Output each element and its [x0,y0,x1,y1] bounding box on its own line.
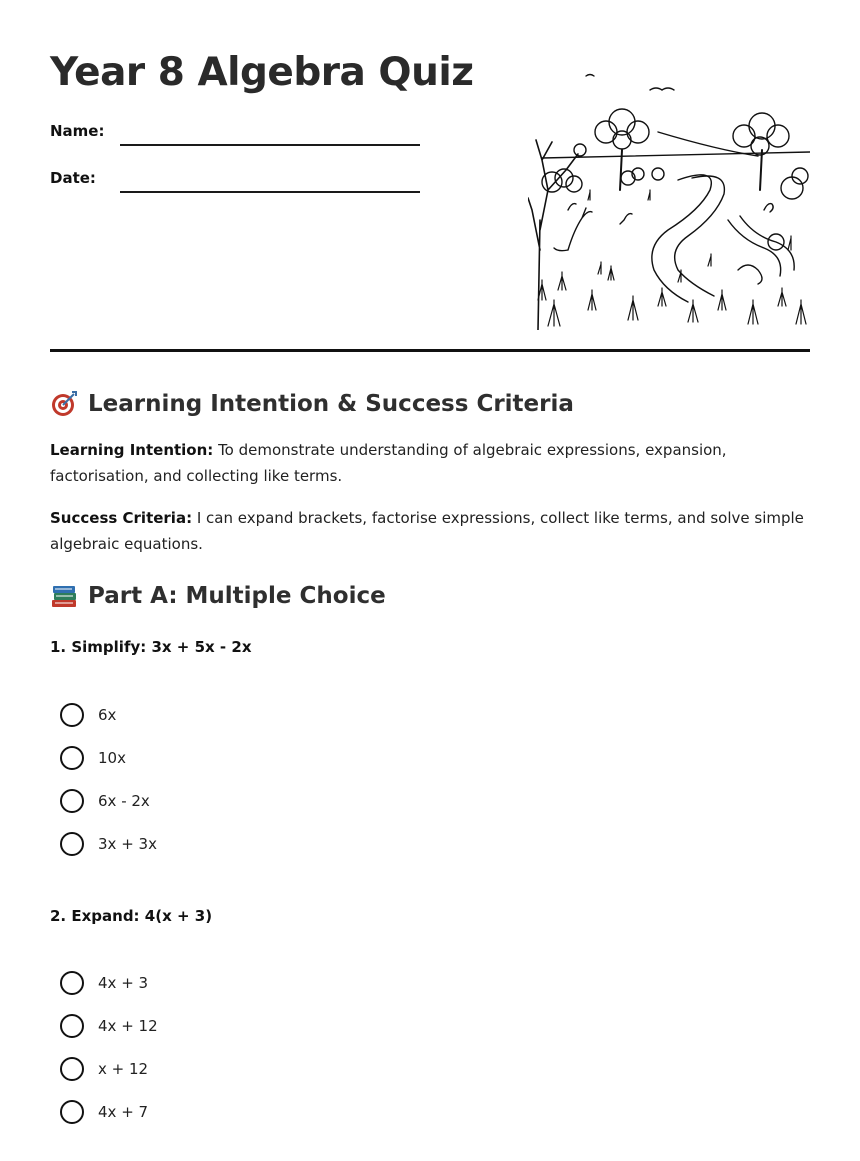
q2-option-b[interactable] [60,1013,158,1039]
name-label: Name: [50,122,105,140]
learning-heading [50,390,574,418]
header-divider [50,349,810,352]
learning-intention-label: Learning Intention: [50,441,214,459]
option-label: 6x - 2x [98,792,150,810]
learning-heading-text: Learning Intention & Success Criteria [88,391,574,417]
success-criteria-text: I can expand brackets, factorise expressions, collect like terms, and solve simple algebraic equations. [50,509,804,553]
radio-button[interactable] [60,832,84,856]
target-icon [50,390,78,418]
part-a-heading-text: Part A: Multiple Choice [88,583,386,609]
radio-button[interactable] [60,703,84,727]
learning-intention-text: To demonstrate understanding of algebraic expressions, expansion, factorisation, and collecting like terms. [50,441,727,485]
part-a-heading [50,582,386,610]
page-title: Year 8 Algebra Quiz [50,50,474,95]
q1-option-b[interactable] [60,745,126,771]
option-label: 6x [98,706,117,724]
date-field-row [50,163,420,193]
option-label: 4x + 7 [98,1103,149,1121]
radio-button[interactable] [60,1100,84,1124]
success-criteria-label: Success Criteria: [50,509,193,527]
radio-button[interactable] [60,1014,84,1038]
question-2: 2. Expand: 4(x + 3) [50,907,213,925]
option-label: 3x + 3x [98,835,157,853]
option-label: 10x [98,749,126,767]
name-field-row [50,116,420,146]
option-label: 4x + 3 [98,974,149,992]
q1-option-a[interactable] [60,702,116,728]
q2-option-a[interactable] [60,970,148,996]
option-label: 4x + 12 [98,1017,158,1035]
q2-option-d[interactable] [60,1099,148,1125]
books-icon [50,582,78,610]
radio-button[interactable] [60,746,84,770]
learning-intention [50,437,810,489]
option-label: x + 12 [98,1060,149,1078]
q2-option-c[interactable] [60,1056,148,1082]
landscape-illustration [528,70,810,330]
success-criteria [50,505,810,557]
q1-option-d[interactable] [60,831,157,857]
question-1: 1. Simplify: 3x + 5x - 2x [50,638,252,656]
date-input-line[interactable] [120,191,420,193]
radio-button[interactable] [60,1057,84,1081]
q1-option-c[interactable] [60,788,150,814]
radio-button[interactable] [60,971,84,995]
name-input-line[interactable] [120,144,420,146]
date-label: Date: [50,169,96,187]
radio-button[interactable] [60,789,84,813]
